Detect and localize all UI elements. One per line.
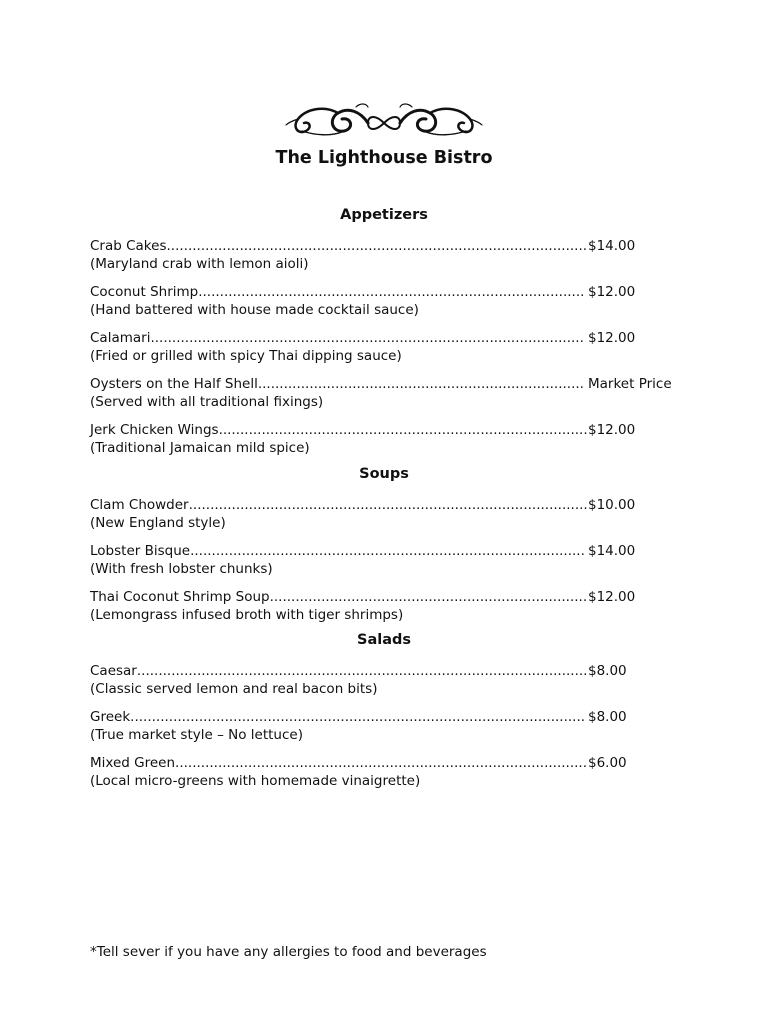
menu-item <box>90 496 690 542</box>
menu-item <box>90 662 690 708</box>
leader-dots: ......................................................................................................... <box>136 663 588 679</box>
item-name: Caesar <box>90 663 137 679</box>
leader-dots: ............................................................................................ <box>190 543 585 559</box>
menu-item <box>90 375 690 421</box>
item-price: $12.00 <box>588 589 636 605</box>
item-name: Clam Chowder <box>90 497 189 513</box>
section-title: Appetizers <box>340 207 428 223</box>
item-price: $14.00 <box>588 238 636 254</box>
menu-item <box>90 754 690 800</box>
section-title: Salads <box>357 632 411 648</box>
item-name: Thai Coconut Shrimp Soup <box>90 589 270 605</box>
menu-item <box>90 588 690 634</box>
item-name: Lobster Bisque <box>90 543 191 559</box>
item-price: $14.00 <box>588 543 636 559</box>
item-price: Market Price <box>588 376 672 392</box>
item-price: $12.00 <box>588 422 636 438</box>
item-description: (Hand battered with house made cocktail sauce) <box>90 302 419 318</box>
item-name: Greek <box>90 709 131 725</box>
leader-dots: ................................................................................................ <box>175 755 587 771</box>
allergy-footnote: *Tell sever if you have any allergies to food and beverages <box>90 944 487 960</box>
item-price: $12.00 <box>588 284 636 300</box>
leader-dots: .......................................................................................................... <box>130 709 586 725</box>
item-name: Jerk Chicken Wings <box>90 422 219 438</box>
item-description: (Maryland crab with lemon aioli) <box>90 256 309 272</box>
menu-item <box>90 283 690 329</box>
item-price: $8.00 <box>588 709 627 725</box>
item-name: Oysters on the Half Shell <box>90 376 258 392</box>
item-name: Crab Cakes <box>90 238 167 254</box>
section-title: Soups <box>359 466 409 482</box>
restaurant-title: The Lighthouse Bistro <box>275 148 493 168</box>
section-appetizers <box>90 207 690 467</box>
menu-item <box>90 542 690 588</box>
menu-item <box>90 329 690 375</box>
item-price: $6.00 <box>588 755 627 771</box>
item-description: (Classic served lemon and real bacon bits) <box>90 681 378 697</box>
item-name: Coconut Shrimp <box>90 284 199 300</box>
item-description: (New England style) <box>90 515 226 531</box>
item-name: Calamari <box>90 330 151 346</box>
item-name: Mixed Green <box>90 755 176 771</box>
section-salads <box>90 632 690 800</box>
item-price: $10.00 <box>588 497 636 513</box>
leader-dots: .................................................................................................. <box>166 238 588 254</box>
item-price: $8.00 <box>588 663 627 679</box>
leader-dots: ............................................................................................. <box>188 497 588 513</box>
item-description: (Fried or grilled with spicy Thai dipping sauce) <box>90 348 402 364</box>
item-description: (Lemongrass infused broth with tiger shrimps) <box>90 607 404 623</box>
leader-dots: .......................................................................... <box>269 589 588 605</box>
menu-item <box>90 421 690 467</box>
item-description: (Local micro-greens with homemade vinaigrette) <box>90 773 421 789</box>
leader-dots: .......................................................................................... <box>198 284 585 300</box>
menu-item <box>90 708 690 754</box>
item-price: $12.00 <box>588 330 636 346</box>
item-description: (Served with all traditional fixings) <box>90 394 324 410</box>
scroll-flourish-icon <box>284 101 484 145</box>
item-description: (Traditional Jamaican mild spice) <box>90 440 310 456</box>
leader-dots: ...................................................................................... <box>218 422 588 438</box>
leader-dots: ............................................................................ <box>257 376 584 392</box>
menu-item <box>90 237 690 283</box>
section-soups <box>90 466 690 634</box>
item-description: (With fresh lobster chunks) <box>90 561 273 577</box>
leader-dots: ..................................................................................................... <box>150 330 584 346</box>
item-description: (True market style – No lettuce) <box>90 727 303 743</box>
